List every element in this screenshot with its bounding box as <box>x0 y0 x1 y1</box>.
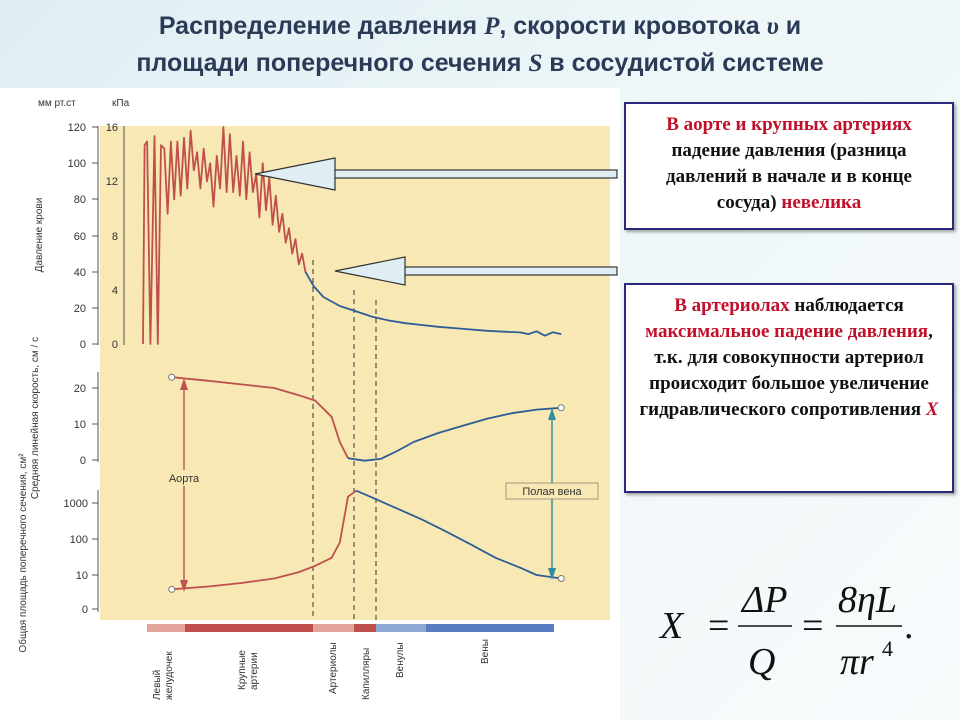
bar-ventricle <box>147 624 185 632</box>
formula-period: . <box>904 605 914 647</box>
area-start-marker <box>169 586 175 592</box>
tick-vel-0: 0 <box>79 455 86 467</box>
tick-kpa-4: 4 <box>111 285 118 297</box>
label-arteries-2: артерии <box>249 652 260 690</box>
arterioles-box-text-1: наблюдается <box>789 295 904 316</box>
arterioles-box-text-2: , т.к. для совокупности артериол происходит большое увеличение гидравлического сопротивления <box>639 321 933 420</box>
area-end-marker <box>558 575 564 581</box>
formula-eq-2: = <box>802 605 824 647</box>
formula-den-2: πr <box>840 641 874 683</box>
tick-mmhg-80: 80 <box>73 194 86 206</box>
tick-area-10: 10 <box>75 570 88 582</box>
velocity-axis-label: Средняя линейная скорость, см / с <box>30 336 41 500</box>
resistance-formula <box>650 572 950 692</box>
formula-svg <box>650 572 950 692</box>
velocity-end-marker <box>558 405 564 411</box>
label-veins: Вены <box>480 639 491 664</box>
tick-vel-20: 20 <box>73 383 86 395</box>
tick-kpa-8: 8 <box>111 231 118 243</box>
formula-eq-1: = <box>708 605 730 647</box>
arterioles-info-box <box>624 283 954 493</box>
vena-label: Полая вена <box>522 486 582 498</box>
velocity-start-marker <box>169 374 175 380</box>
tick-mmhg-60: 60 <box>73 231 86 243</box>
tick-kpa-12: 12 <box>105 176 118 188</box>
bar-arterioles <box>313 624 354 632</box>
aorta-label: Аорта <box>168 473 200 485</box>
title-line-2: площади поперечного сечения S в сосудистой системе <box>136 49 824 77</box>
label-arteries-1: Крупные <box>237 650 248 690</box>
tick-vel-10: 10 <box>73 419 86 431</box>
arterioles-box-highlight: В артериолах <box>674 295 790 316</box>
formula-lhs: X <box>660 605 684 647</box>
tick-area-1000: 1000 <box>63 498 88 510</box>
pressure-axis-label: Давление крови <box>34 197 45 273</box>
units-right: кПа <box>112 98 130 109</box>
label-capillaries: Капилляры <box>361 647 372 700</box>
formula-num-1: ΔP <box>742 579 788 621</box>
area-axis-label: Общая площадь поперечного сечения, см² <box>18 453 29 653</box>
label-ventricle-1: Левый <box>152 669 163 700</box>
bar-veins <box>426 624 554 632</box>
arterioles-box-emphasis: максимальное падение давления <box>645 321 929 342</box>
title-line-1: Распределение давления P, скорости кровотока υ и <box>158 12 802 40</box>
bar-arteries <box>185 624 313 632</box>
label-arterioles: Артериолы <box>328 642 339 694</box>
tick-kpa-16: 16 <box>105 122 118 134</box>
bar-venules <box>376 624 426 632</box>
arrow-shaft <box>325 170 617 178</box>
aorta-box-highlight: В аорте и крупных артериях <box>666 114 912 135</box>
bar-capillaries <box>354 624 376 632</box>
plot-background <box>100 126 610 620</box>
arrow-shaft <box>395 267 617 275</box>
tick-area-0: 0 <box>81 604 88 616</box>
units-left: мм рт.ст <box>38 98 76 109</box>
aorta-info-box <box>624 102 954 230</box>
tick-mmhg-100: 100 <box>67 158 86 170</box>
label-ventricle-2: желудочек <box>164 651 175 700</box>
tick-mmhg-0: 0 <box>79 339 86 351</box>
tick-area-100: 100 <box>69 534 88 546</box>
formula-num-2: 8ηL <box>838 579 897 621</box>
formula-den-1: Q <box>748 641 776 683</box>
aorta-box-emphasis: невелика <box>781 192 862 213</box>
arterioles-box-x: X <box>925 399 939 420</box>
aorta-box-text: падение давления (разница давлений в начале и в конце сосуда) <box>666 140 912 213</box>
tick-mmhg-120: 120 <box>67 122 86 134</box>
formula-exponent: 4 <box>882 636 893 661</box>
tick-mmhg-40: 40 <box>73 267 86 279</box>
label-venules: Венулы <box>395 642 406 678</box>
tick-kpa-0: 0 <box>111 339 118 351</box>
tick-mmhg-20: 20 <box>73 303 86 315</box>
